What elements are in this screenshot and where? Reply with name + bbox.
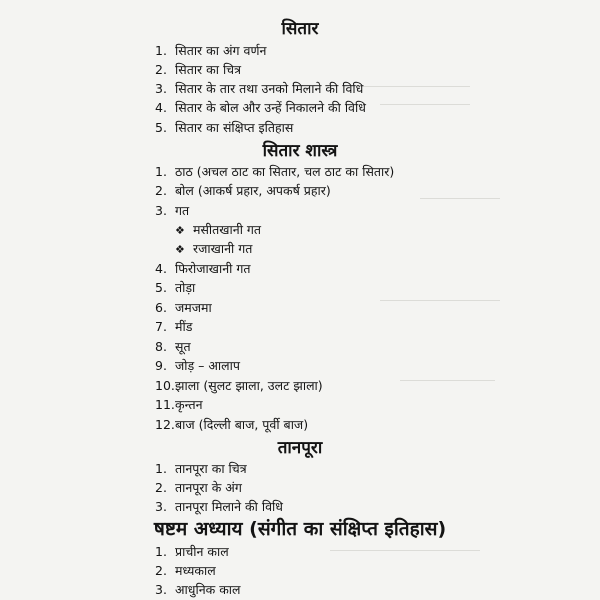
diamond-bullet-icon: ❖ <box>175 224 185 237</box>
item-text: सितार के बोल और उन्हें निकालने की विधि <box>175 100 366 115</box>
item-number: 2. <box>155 480 167 495</box>
item-text: जोड़ – आलाप <box>175 358 240 373</box>
item-text: कृन्तन <box>175 397 203 412</box>
item-text: तोड़ा <box>175 280 196 295</box>
item-number: 3. <box>155 582 167 597</box>
item-number: 12. <box>155 417 175 432</box>
item-number: 4. <box>155 100 167 115</box>
item-text: बोल (आकर्ष प्रहार, अपकर्ष प्रहार) <box>175 183 331 198</box>
item-number: 11. <box>155 397 175 412</box>
item-text: बाज (दिल्ली बाज, पूर्वी बाज) <box>175 417 309 432</box>
list-item <box>155 396 203 414</box>
item-text: मींड <box>175 319 193 334</box>
list-item <box>155 99 366 117</box>
list-item <box>155 119 293 137</box>
item-text: गत <box>175 203 190 218</box>
list-item <box>155 163 394 181</box>
list-item <box>155 479 242 497</box>
list-item <box>155 581 241 599</box>
item-text: मध्यकाल <box>175 563 216 578</box>
item-text: सितार का संक्षिप्त इतिहास <box>175 120 294 135</box>
item-text: तानपूरा के अंग <box>175 480 242 495</box>
list-item <box>155 299 212 317</box>
item-number: 1. <box>155 164 167 179</box>
section-heading-sitar-shastra: सितार शास्त्र <box>262 141 338 161</box>
list-item <box>155 80 363 98</box>
list-item <box>155 202 189 220</box>
list-item <box>155 416 308 434</box>
item-number: 3. <box>155 81 167 96</box>
item-number: 5. <box>155 280 167 295</box>
item-text: सितार का चित्र <box>175 62 242 77</box>
bleed-through-line <box>400 380 495 381</box>
list-item <box>155 562 216 580</box>
item-number: 5. <box>155 120 167 135</box>
list-item <box>155 279 195 297</box>
item-number: 4. <box>155 261 167 276</box>
item-number: 6. <box>155 300 167 315</box>
list-item <box>155 61 241 79</box>
list-item <box>155 460 247 478</box>
item-text: तानपूरा मिलाने की विधि <box>175 499 283 514</box>
sub-list-item <box>175 240 252 259</box>
diamond-bullet-icon: ❖ <box>175 243 185 256</box>
list-item <box>155 377 323 395</box>
item-text: प्राचीन काल <box>175 544 229 559</box>
item-text: सितार का अंग वर्णन <box>175 43 267 58</box>
sub-item-text: मसीतखानी गत <box>193 222 262 237</box>
bleed-through-line <box>380 104 470 105</box>
bleed-through-line <box>420 198 500 199</box>
item-text: फिरोजाखानी गत <box>175 261 251 276</box>
item-number: 1. <box>155 544 167 559</box>
list-item <box>155 182 331 200</box>
item-number: 9. <box>155 358 167 373</box>
list-item <box>155 338 191 356</box>
list-item <box>155 260 251 278</box>
item-number: 2. <box>155 183 167 198</box>
item-text: झाला (सुलट झाला, उलट झाला) <box>175 378 323 393</box>
list-item <box>155 42 266 60</box>
sub-item-text: रजाखानी गत <box>193 241 253 256</box>
item-number: 8. <box>155 339 167 354</box>
item-number: 3. <box>155 203 167 218</box>
list-item <box>155 498 283 516</box>
bleed-through-line <box>330 550 480 551</box>
item-text: आधुनिक काल <box>175 582 241 597</box>
item-number: 2. <box>155 563 167 578</box>
bleed-through-line <box>380 300 500 301</box>
bleed-through-line <box>360 86 470 87</box>
item-text: सूत <box>175 339 191 354</box>
section-heading-sitar: सितार <box>281 19 319 39</box>
item-number: 2. <box>155 62 167 77</box>
list-item <box>155 357 240 375</box>
item-text: सितार के तार तथा उनको मिलाने की विधि <box>175 81 364 96</box>
list-item <box>155 318 192 336</box>
section-heading-tanpura: तानपूरा <box>277 438 323 458</box>
item-text: तानपूरा का चित्र <box>175 461 247 476</box>
item-number: 7. <box>155 319 167 334</box>
item-number: 3. <box>155 499 167 514</box>
list-item <box>155 543 229 561</box>
item-text: जमजमा <box>175 300 212 315</box>
item-number: 1. <box>155 461 167 476</box>
item-number: 1. <box>155 43 167 58</box>
sub-list-item <box>175 221 261 240</box>
item-text: ठाठ (अचल ठाट का सितार, चल ठाट का सितार) <box>175 164 395 179</box>
chapter-heading-sangeet-itihas: षष्टम अध्याय (संगीत का संक्षिप्त इतिहास) <box>153 518 447 540</box>
item-number: 10. <box>155 378 175 393</box>
